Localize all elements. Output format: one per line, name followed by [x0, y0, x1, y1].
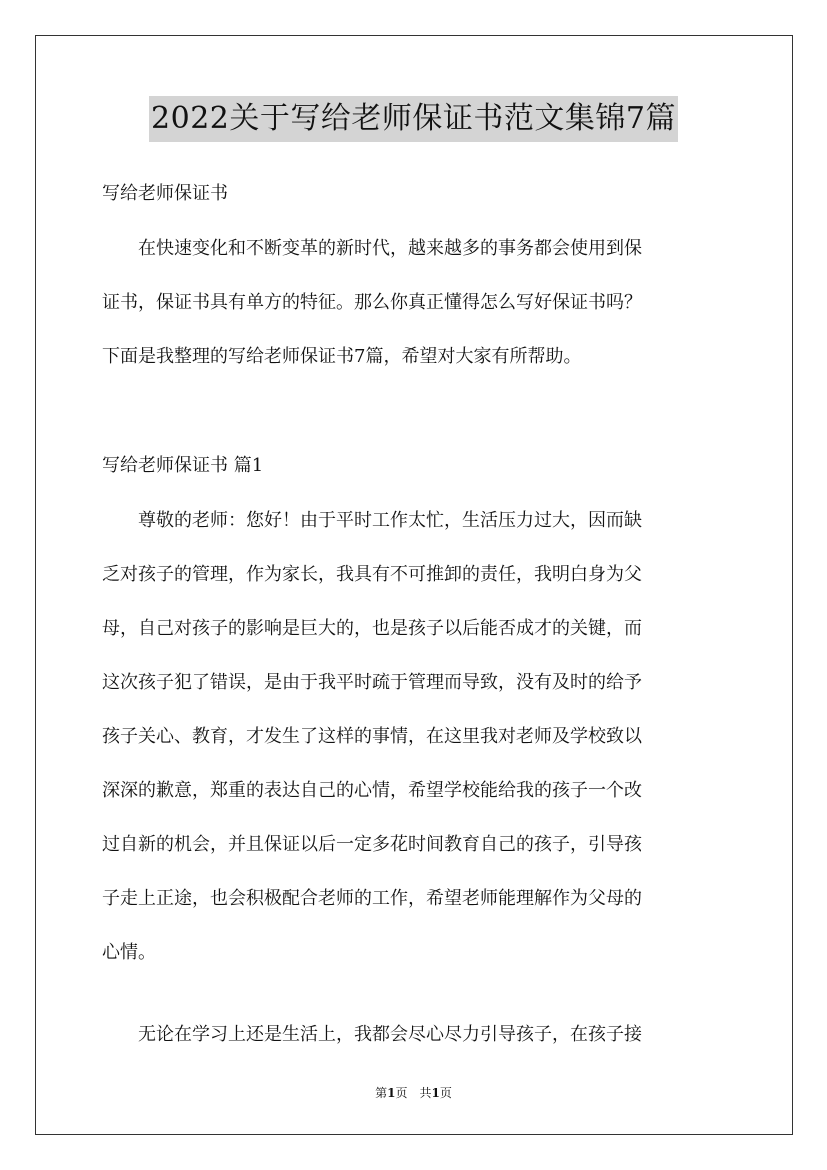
footer-page-total: 1	[431, 1086, 440, 1100]
article-line: 这次孩子犯了错误，是由于我平时疏于管理而导致，没有及时的给予	[102, 672, 642, 693]
article-heading: 写给老师保证书 篇1	[102, 455, 264, 476]
section-heading: 写给老师保证书	[102, 183, 228, 204]
intro-line: 下面是我整理的写给老师保证书7篇，希望对大家有所帮助。	[102, 346, 582, 367]
article-line: 子走上正途，也会积极配合老师的工作，希望老师能理解作为父母的	[102, 888, 642, 909]
footer-page-number: 1	[387, 1086, 396, 1100]
footer-page-mid: 页 共	[395, 1086, 432, 1100]
document-title: 2022关于写给老师保证书范文集锦7篇	[149, 96, 678, 142]
article-line: 尊敬的老师：您好！由于平时工作太忙，生活压力过大，因而缺	[102, 510, 642, 531]
footer-page-suffix: 页	[439, 1086, 452, 1100]
article-line: 过自新的机会，并且保证以后一定多花时间教育自己的孩子，引导孩	[102, 834, 642, 855]
article-line: 母，自己对孩子的影响是巨大的，也是孩子以后能否成才的关键，而	[102, 618, 642, 639]
article-paragraph-2-line: 无论在学习上还是生活上，我都会尽心尽力引导孩子，在孩子接	[102, 1024, 642, 1045]
article-line: 心情。	[102, 942, 156, 963]
intro-line: 在快速变化和不断变革的新时代，越来越多的事务都会使用到保	[102, 238, 642, 259]
intro-line: 证书，保证书具有单方的特征。那么你真正懂得怎么写好保证书吗？	[102, 292, 642, 313]
page-footer	[0, 1084, 827, 1101]
article-line: 深深的歉意，郑重的表达自己的心情，希望学校能给我的孩子一个改	[102, 780, 642, 801]
footer-page-prefix: 第	[375, 1086, 388, 1100]
article-line: 孩子关心、教育，才发生了这样的事情，在这里我对老师及学校致以	[102, 726, 642, 747]
title-wrapper	[0, 96, 827, 142]
article-line: 乏对孩子的管理，作为家长，我具有不可推卸的责任，我明白身为父	[102, 564, 642, 585]
